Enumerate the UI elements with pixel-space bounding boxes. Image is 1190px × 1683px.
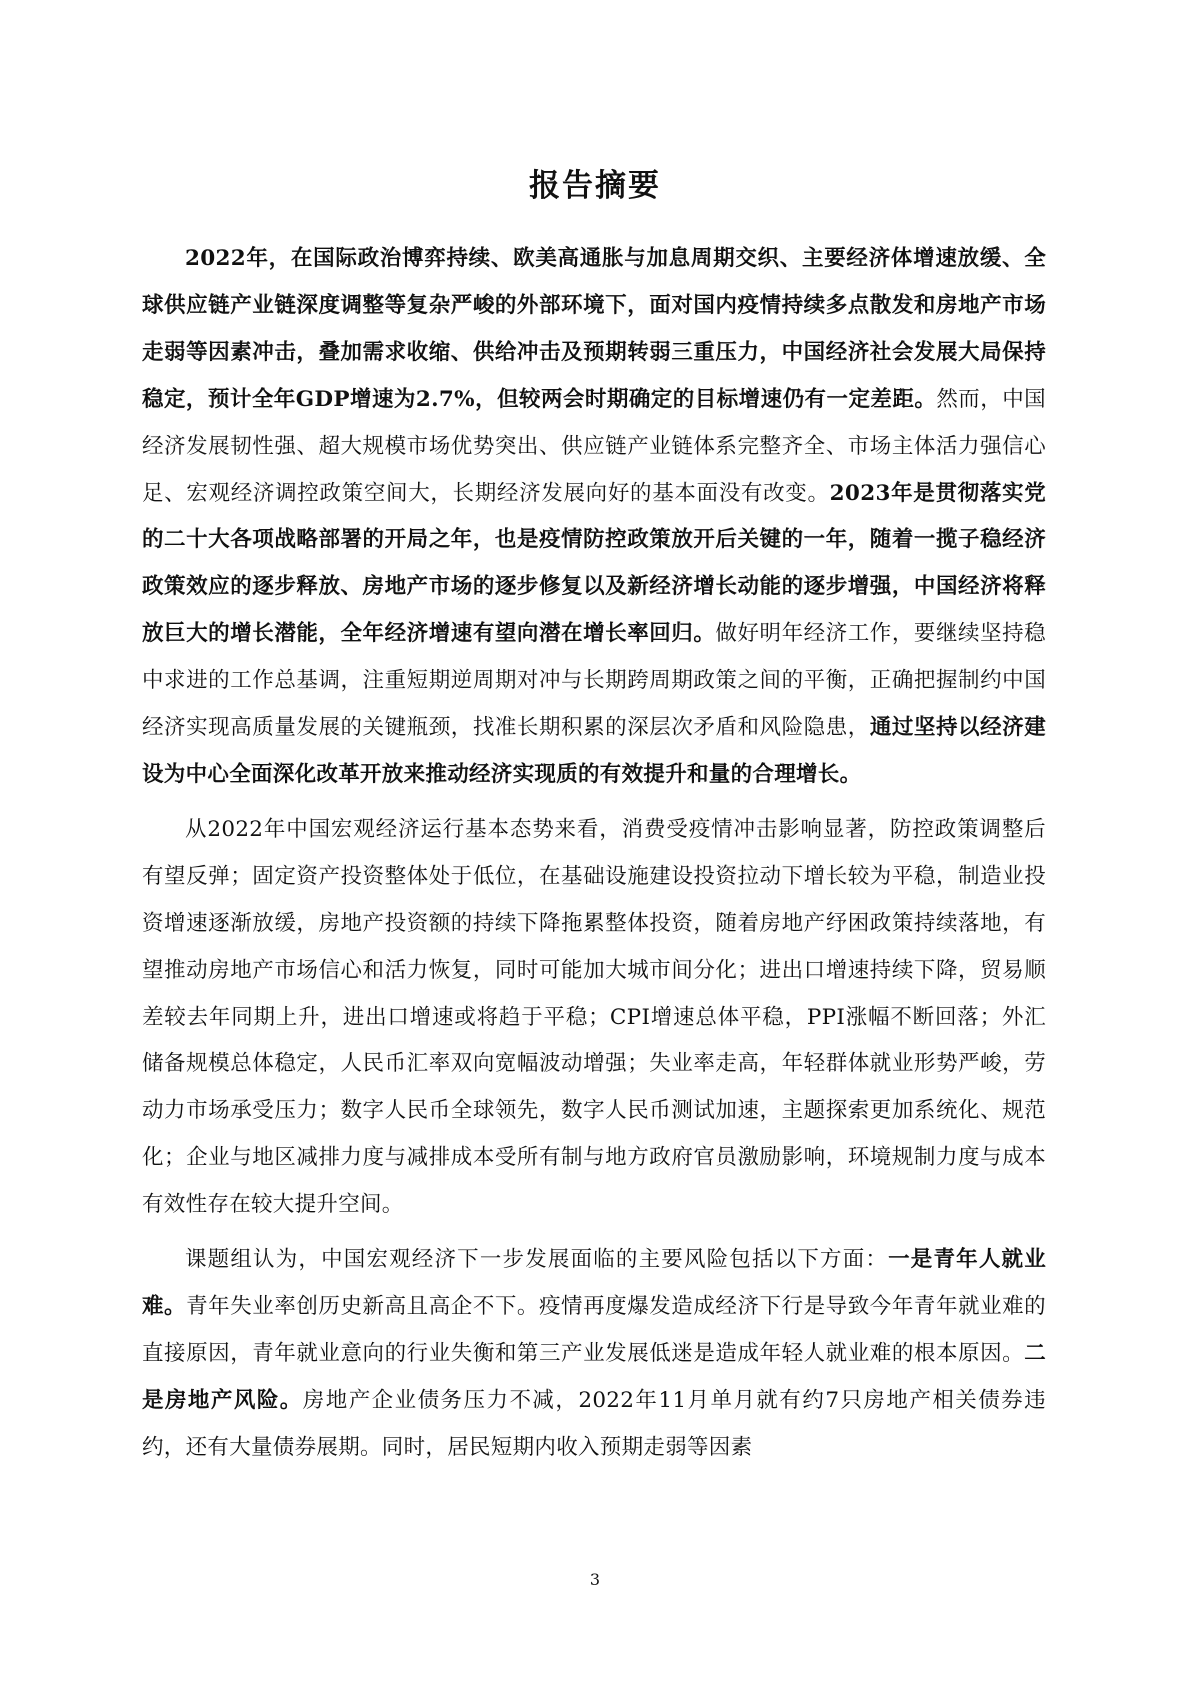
text-segment: 2022年，在国际政治博弈持续、欧美高通胀与加息周期交织、主要经济体增速放缓、全球供应链产业链深度调整等复杂严峻的外部环境下，面对国内疫情持续多点散发和房地产市场走弱等因素冲击，叠加需求收缩、供给冲击及预期转弱三重压力，中国经济社会发展大局保持稳定，预计全年GDP增速为2.7%，但较两会时期确定的目标增速仍有一定差距。 xyxy=(142,246,1046,412)
text-segment: 一是青年人就业难。 xyxy=(142,1247,1046,1319)
text-segment: 通过坚持以经济建设为中心全面深化改革开放来推动经济实现质的有效提升和量的合理增长。 xyxy=(142,715,1046,787)
paragraph-macro-overview xyxy=(142,807,1046,1229)
paragraph-summary xyxy=(142,236,1046,799)
text-segment: 做好明年经济工作，要继续坚持稳中求进的工作总基调，注重短期逆周期对冲与长期跨周期政策之间的平衡，正确把握制约中国经济实现高质量发展的关键瓶颈，找准长期积累的深层次矛盾和风险隐患， xyxy=(142,621,1046,741)
paragraph-risks xyxy=(142,1237,1046,1472)
text-segment: 课题组认为，中国宏观经济下一步发展面临的主要风险包括以下方面： xyxy=(185,1247,889,1273)
text-segment: 青年失业率创历史新高且高企不下。疫情再度爆发造成经济下行是导致今年青年就业难的直接原因，青年就业意向的行业失衡和第三产业发展低迷是造成年轻人就业难的根本原因。 xyxy=(142,1293,1046,1366)
text-segment: 房地产企业债务压力不减，2022年11月单月就有约7只房地产相关债券违约，还有大量债券展期。同时，居民短期内收入预期走弱等因素 xyxy=(142,1387,1046,1460)
text-segment: 2023年是贯彻落实党的二十大各项战略部署的开局之年，也是疫情防控政策放开后关键的一年，随着一揽子稳经济政策效应的逐步释放、房地产市场的逐步修复以及新经济增长动能的逐步增强，中国经济将释放巨大的增长潜能，全年经济增速有望向潜在增长率回归。 xyxy=(142,480,1046,647)
page-number: 3 xyxy=(589,1570,601,1589)
text-segment: 二是房地产风险。 xyxy=(142,1340,1046,1413)
text-segment: 然而，中国经济发展韧性强、超大规模市场优势突出、供应链产业链体系完整齐全、市场主体活力强信心足、宏观经济调控政策空间大，长期经济发展向好的基本面没有改变。 xyxy=(142,386,1046,506)
text-segment: 从2022年中国宏观经济运行基本态势来看，消费受疫情冲击影响显著，防控政策调整后有望反弹；固定资产投资整体处于低位，在基础设施建设投资拉动下增长较为平稳，制造业投资增速逐渐放缓，房地产投资额的持续下降拖累整体投资，随着房地产纾困政策持续落地，有望推动房地产市场信心和活力恢复，同时可能加大城市间分化；进出口增速持续下降，贸易顺差较去年同期上升，进出口增速或将趋于平稳；CPI增速总体平稳，PPI涨幅不断回落；外汇储备规模总体稳定，人民币汇率双向宽幅波动增强；失业率走高，年轻群体就业形势严峻，劳动力市场承受压力；数字人民币全球领先，数字人民币测试加速，主题探索更加系统化、规范化；企业与地区减排力度与减排成本受所有制与地方政府官员激励影响，环境规制力度与成本有效性存在较大提升空间。 xyxy=(142,816,1046,1218)
document-body xyxy=(142,236,1046,1480)
page-title: 报告摘要 xyxy=(529,168,661,204)
